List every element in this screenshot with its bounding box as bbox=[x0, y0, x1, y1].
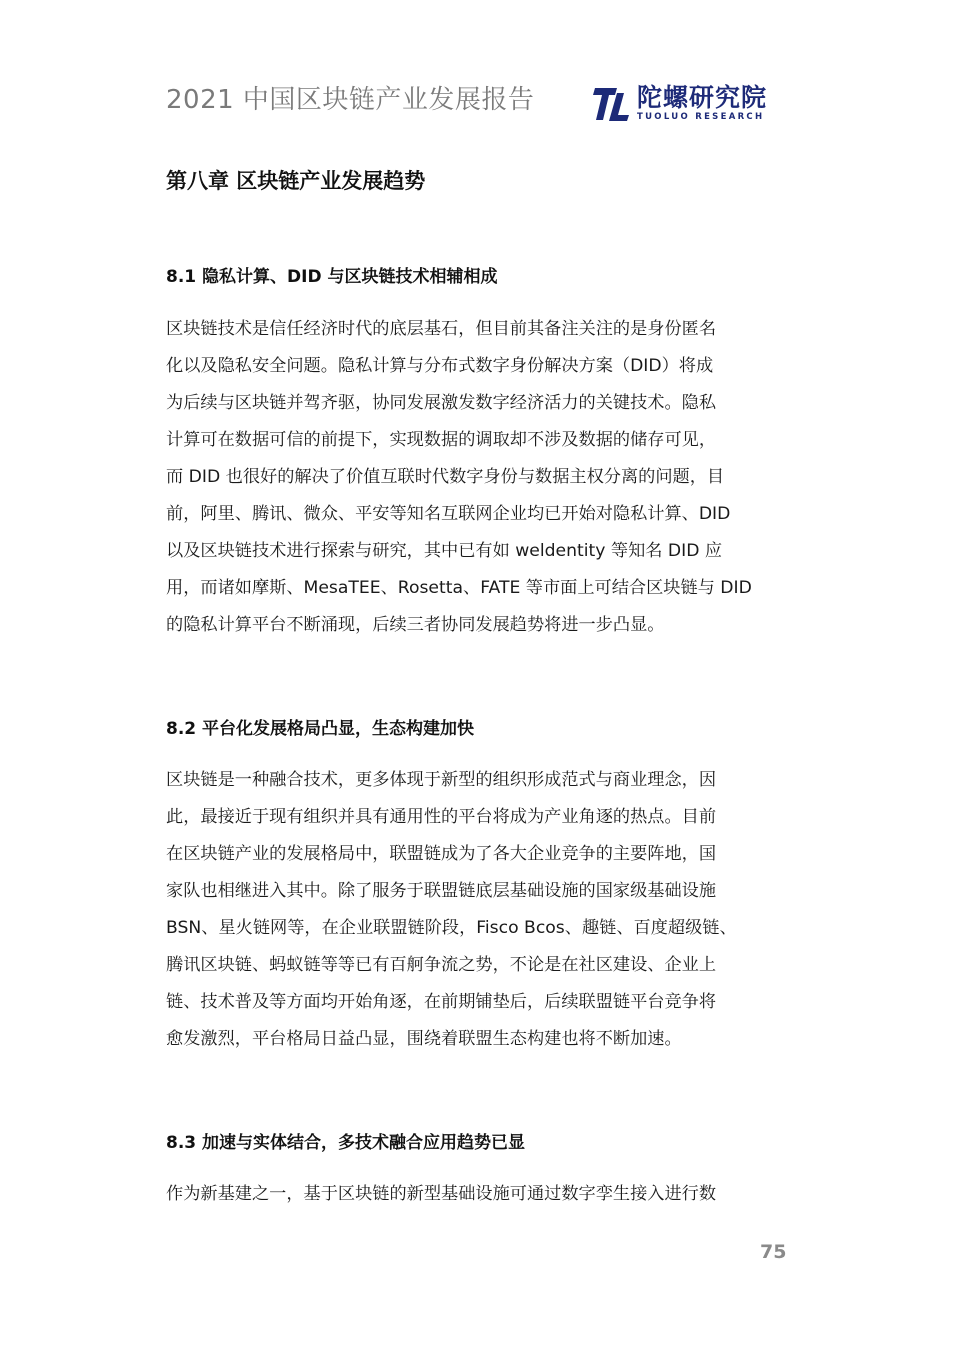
text-line: 区块链是一种融合技术，更多体现于新型的组织形成范式与商业理念，因 bbox=[166, 770, 717, 790]
text-line: 计算可在数据可信的前提下，实现数据的调取却不涉及数据的储存可见， bbox=[166, 430, 717, 450]
text-line: 链、技术普及等方面均开始角逐，在前期铺垫后，后续联盟链平台竞争将 bbox=[166, 992, 717, 1012]
text-line: 作为新基建之一，基于区块链的新型基础设施可通过数字孪生接入进行数 bbox=[166, 1184, 717, 1204]
report-title: 2021 中国区块链产业发展报告 bbox=[166, 85, 535, 115]
text-line: 以及区块链技术进行探索与研究，其中已有如 weldentity 等知名 DID 应 bbox=[166, 541, 723, 561]
section-8-1-body bbox=[166, 311, 790, 644]
text-line: 用，而诸如摩斯、MesaTEE、Rosetta、FATE 等市面上可结合区块链与 DID bbox=[166, 578, 752, 598]
page-number: 75 bbox=[760, 1241, 787, 1263]
logo-english-name: TUOLUO RESEARCH bbox=[637, 112, 765, 122]
text-line: 为后续与区块链并驾齐驱，协同发展激发数字经济活力的关键技术。隐私 bbox=[166, 393, 717, 413]
section-heading-8-3: 8.3 加速与实体结合，多技术融合应用趋势已显 bbox=[166, 1133, 526, 1153]
text-line: 家队也相继进入其中。除了服务于联盟链底层基础设施的国家级基础设施 bbox=[166, 881, 717, 901]
text-line: 此，最接近于现有组织并具有通用性的平台将成为产业角逐的热点。目前 bbox=[166, 807, 717, 827]
section-8-3-body bbox=[166, 1176, 790, 1213]
text-line: 前，阿里、腾讯、微众、平安等知名互联网企业均已开始对隐私计算、DID bbox=[166, 504, 731, 524]
tuoluo-logo bbox=[593, 84, 773, 124]
section-heading-8-2: 8.2 平台化发展格局凸显，生态构建加快 bbox=[166, 719, 475, 739]
text-line: 区块链技术是信任经济时代的底层基石，但目前其备注关注的是身份匿名 bbox=[166, 319, 717, 339]
text-line: 愈发激烈，平台格局日益凸显，围绕着联盟生态构建也将不断加速。 bbox=[166, 1029, 682, 1049]
section-heading-8-1: 8.1 隐私计算、DID 与区块链技术相辅相成 bbox=[166, 267, 498, 287]
tuoluo-logo-icon bbox=[593, 85, 631, 123]
text-line: 在区块链产业的发展格局中，联盟链成为了各大企业竞争的主要阵地，国 bbox=[166, 844, 717, 864]
chapter-title: 第八章 区块链产业发展趋势 bbox=[166, 169, 426, 193]
text-line: BSN、星火链网等，在企业联盟链阶段，Fisco Bcos、趣链、百度超级链、 bbox=[166, 918, 737, 938]
text-line: 的隐私计算平台不断涌现，后续三者协同发展趋势将进一步凸显。 bbox=[166, 615, 665, 635]
logo-chinese-name: 陀螺研究院 bbox=[637, 83, 768, 112]
text-line: 化以及隐私安全问题。隐私计算与分布式数字身份解决方案（DID）将成 bbox=[166, 356, 714, 376]
text-line: 而 DID 也很好的解决了价值互联时代数字身份与数据主权分离的问题，目 bbox=[166, 467, 725, 487]
text-line: 腾讯区块链、蚂蚁链等等已有百舸争流之势，不论是在社区建设、企业上 bbox=[166, 955, 717, 975]
section-8-2-body bbox=[166, 762, 790, 1058]
